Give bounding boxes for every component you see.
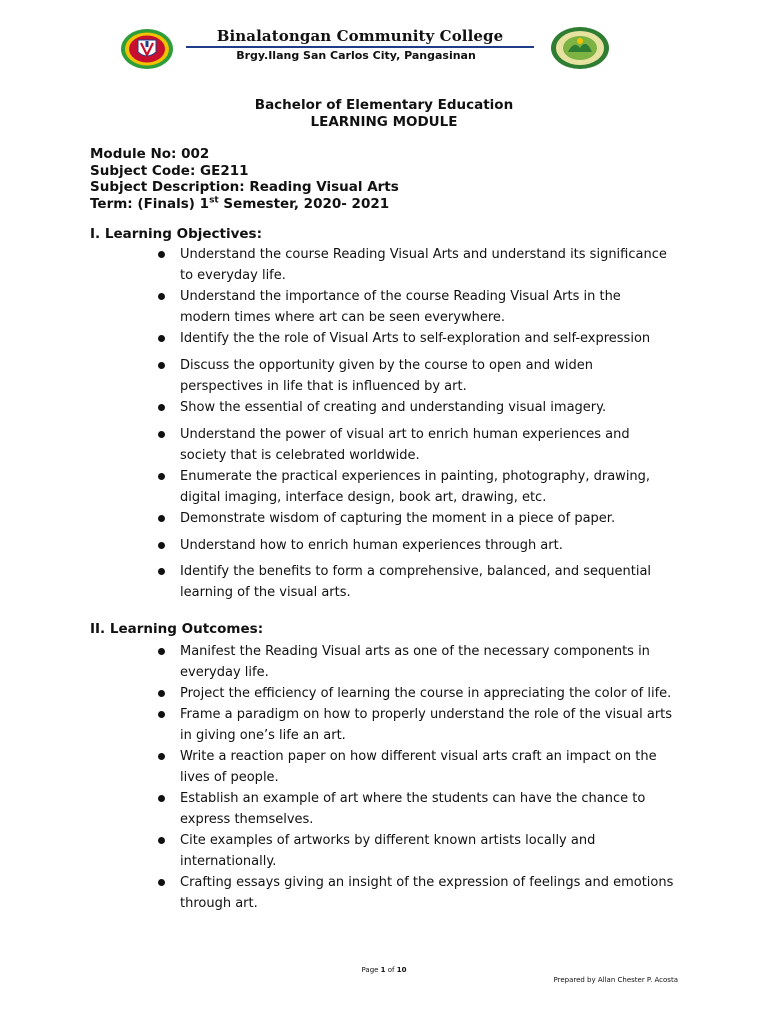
objectives-list: [155, 244, 675, 603]
program-title-block: [0, 97, 768, 131]
list-item: Write a reaction paper on how different visual arts craft an impact on the lives of people.: [155, 746, 675, 788]
module-number: Module No: 002: [90, 146, 210, 162]
list-item: Manifest the Reading Visual arts as one of the necessary components in everyday life.: [155, 641, 675, 683]
list-item: Frame a paradigm on how to properly understand the role of the visual arts in giving one’s life an art.: [155, 704, 675, 746]
header-divider: [186, 46, 534, 48]
list-item: Establish an example of art where the students can have the chance to express themselves.: [155, 788, 675, 830]
page-number: Page 1 of 10: [361, 966, 407, 974]
list-item: Understand how to enrich human experiences through art.: [155, 535, 675, 556]
city-seal-icon: [550, 26, 610, 70]
subject-description: Subject Description: Reading Visual Arts: [90, 179, 399, 195]
objectives-heading: I. Learning Objectives:: [90, 226, 262, 242]
list-item: Project the efficiency of learning the course in appreciating the color of life.: [155, 683, 675, 704]
degree-title: Bachelor of Elementary Education: [254, 97, 514, 113]
subject-code: Subject Code: GE211: [90, 162, 249, 179]
outcomes-list: [155, 641, 675, 914]
module-type-title: LEARNING MODULE: [310, 114, 458, 130]
list-item: Understand the course Reading Visual Arts and understand its significance to everyday life.: [155, 244, 675, 286]
list-item: Show the essential of creating and understanding visual imagery.: [155, 397, 675, 418]
list-item: Demonstrate wisdom of capturing the moment in a piece of paper.: [155, 508, 675, 529]
list-item: Enumerate the practical experiences in painting, photography, drawing, digital imaging, interface design, book art, drawing, etc.: [155, 466, 675, 508]
college-name: Binalatongan Community College: [216, 27, 504, 45]
prepared-by: Prepared by Allan Chester P. Acosta: [553, 976, 678, 984]
college-address: Brgy.Ilang San Carlos City, Pangasinan: [236, 49, 476, 62]
module-info: [90, 146, 399, 212]
document-header: [0, 22, 768, 72]
outcomes-heading: II. Learning Outcomes:: [90, 621, 264, 637]
list-item: Discuss the opportunity given by the course to open and widen perspectives in life that is influenced by art.: [155, 355, 675, 397]
list-item: Identify the the role of Visual Arts to self-exploration and self-expression: [155, 328, 675, 349]
list-item: Understand the power of visual art to enrich human experiences and society that is celebrated worldwide.: [155, 424, 675, 466]
list-item: Cite examples of artworks by different known artists locally and internationally.: [155, 830, 675, 872]
list-item: Crafting essays giving an insight of the expression of feelings and emotions through art.: [155, 872, 675, 914]
list-item: Understand the importance of the course Reading Visual Arts in the modern times where art can be seen everywhere.: [155, 286, 675, 328]
term: Term: (Finals) 1st Semester, 2020- 2021: [90, 195, 390, 212]
list-item: Identify the benefits to form a comprehensive, balanced, and sequential learning of the visual arts.: [155, 561, 675, 603]
